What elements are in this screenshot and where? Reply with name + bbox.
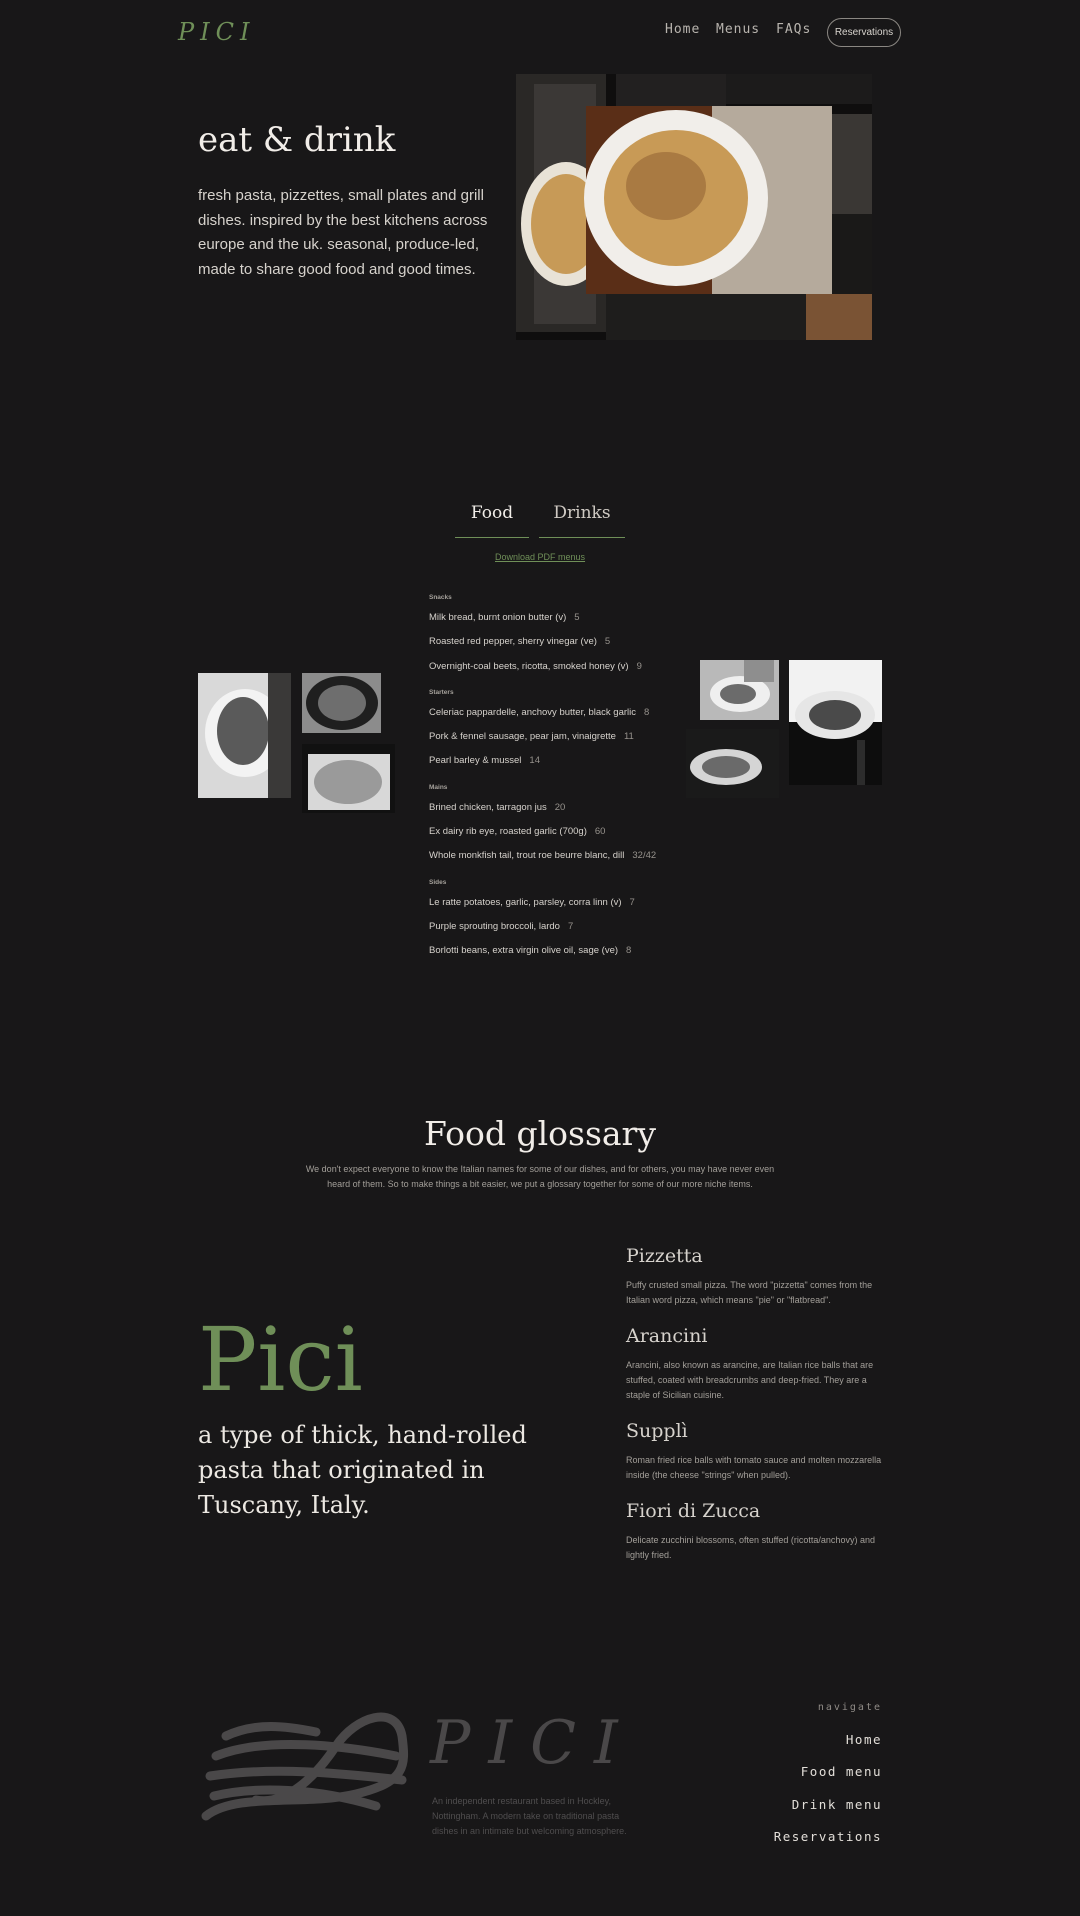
- menu-item: Pork & fennel sausage, pear jam, vinaigrette 11: [429, 731, 634, 743]
- menu-item: Ex dairy rib eye, roasted garlic (700g) 60: [429, 826, 606, 838]
- footer-link-reservations[interactable]: Reservations: [773, 1829, 882, 1844]
- menu-item: Pearl barley & mussel 14: [429, 755, 540, 767]
- footer-link-home[interactable]: Home: [845, 1732, 882, 1747]
- menu-item: Brined chicken, tarragon jus 20: [429, 801, 566, 813]
- pasta-scribble-icon: [196, 1696, 416, 1832]
- download-pdf-link[interactable]: Download PDF menus: [495, 552, 586, 562]
- glossary-feature-word: Pici: [198, 1308, 363, 1411]
- food-photo-steak: [198, 673, 291, 798]
- menu-item: Overnight-coal beets, ricotta, smoked honey (v) 9: [429, 660, 642, 672]
- hero-title: eat & drink: [198, 120, 396, 160]
- footer-nav-heading: navigate: [817, 1702, 882, 1713]
- hero-photo-collage: [516, 74, 872, 340]
- menu-category: Snacks: [429, 594, 452, 601]
- hero-text: fresh pasta, pizzettes, small plates and grill dishes. inspired by the best kitchens across europe and the uk. seasonal, produce-led, made to share good food and good times.: [198, 187, 488, 278]
- glossary-term: Arancini: [626, 1325, 708, 1347]
- menu-item: Milk bread, burnt onion butter (v) 5: [429, 612, 580, 623]
- nav-faqs[interactable]: FAQs: [776, 22, 812, 37]
- glossary-term: Supplì: [626, 1420, 688, 1442]
- footer-link-food-menu[interactable]: Food menu: [800, 1764, 882, 1779]
- footer-about: An independent restaurant based in Hockley, Nottingham. A modern take on traditional pasta dishes in an intimate but welcoming atmosphere.: [432, 1796, 627, 1836]
- nav-menus[interactable]: Menus: [716, 22, 761, 37]
- glossary-desc: Puffy crusted small pizza. The word "pizzetta" comes from the Italian word pizza, which means "pie" or "flatbread".: [626, 1280, 873, 1305]
- menu-item: Le ratte potatoes, garlic, parsley, corra linn (v) 7: [429, 896, 635, 908]
- menu-item: Whole monkfish tail, trout roe beurre blanc, dill 32/42: [429, 850, 657, 862]
- menu-item: Borlotti beans, extra virgin olive oil, sage (ve) 8: [429, 945, 632, 957]
- site-logo[interactable]: PICI: [178, 18, 256, 46]
- glossary-desc: Delicate zucchini blossoms, often stuffed (ricotta/anchovy) and lightly fried.: [626, 1535, 875, 1560]
- glossary-title: Food glossary: [424, 1114, 656, 1153]
- food-photo-hands: [700, 660, 779, 720]
- glossary-desc: Roman fried rice balls with tomato sauce and molten mozzarella inside (the cheese "strings" when pulled).: [626, 1455, 882, 1480]
- glossary-term: Fiori di Zucca: [626, 1500, 761, 1522]
- food-photo-bowl: [686, 729, 779, 798]
- food-menu-list: [429, 590, 719, 970]
- nav-home[interactable]: Home: [665, 22, 701, 37]
- menu-category: Starters: [429, 688, 454, 696]
- tab-drinks[interactable]: Drinks: [539, 503, 625, 538]
- food-photo-plate: [302, 673, 381, 733]
- food-photo-pasta: [302, 744, 395, 813]
- menu-category: Sides: [429, 878, 447, 886]
- menu-item: Roasted red pepper, sherry vinegar (ve) 5: [429, 636, 611, 648]
- reservations-button[interactable]: Reservations: [827, 18, 901, 47]
- glossary-term: Pizzetta: [626, 1245, 703, 1267]
- menu-item: Purple sprouting broccoli, lardo 7: [429, 920, 574, 932]
- footer-logo[interactable]: PICI: [430, 1708, 636, 1778]
- glossary-intro: We don't expect everyone to know the Italian names for some of our dishes, and for others, you may have never even heard of them. So to make things a bit easier, we put a glossary together for some of our more niche items.: [305, 1164, 775, 1189]
- food-photo-dessert: [789, 660, 882, 785]
- footer-link-drink-menu[interactable]: Drink menu: [791, 1797, 882, 1812]
- menu-category: Mains: [429, 783, 448, 791]
- menu-item: Celeriac pappardelle, anchovy butter, black garlic 8: [429, 706, 650, 718]
- tab-food[interactable]: Food: [455, 503, 529, 538]
- glossary-feature-definition: a type of thick, hand-rolled pasta that originated in Tuscany, Italy.: [198, 1421, 527, 1519]
- glossary-desc: Arancini, also known as arancine, are Italian rice balls that are stuffed, coated with breadcrumbs and deep-fried. They are a staple of Sicilian cuisine.: [626, 1360, 874, 1400]
